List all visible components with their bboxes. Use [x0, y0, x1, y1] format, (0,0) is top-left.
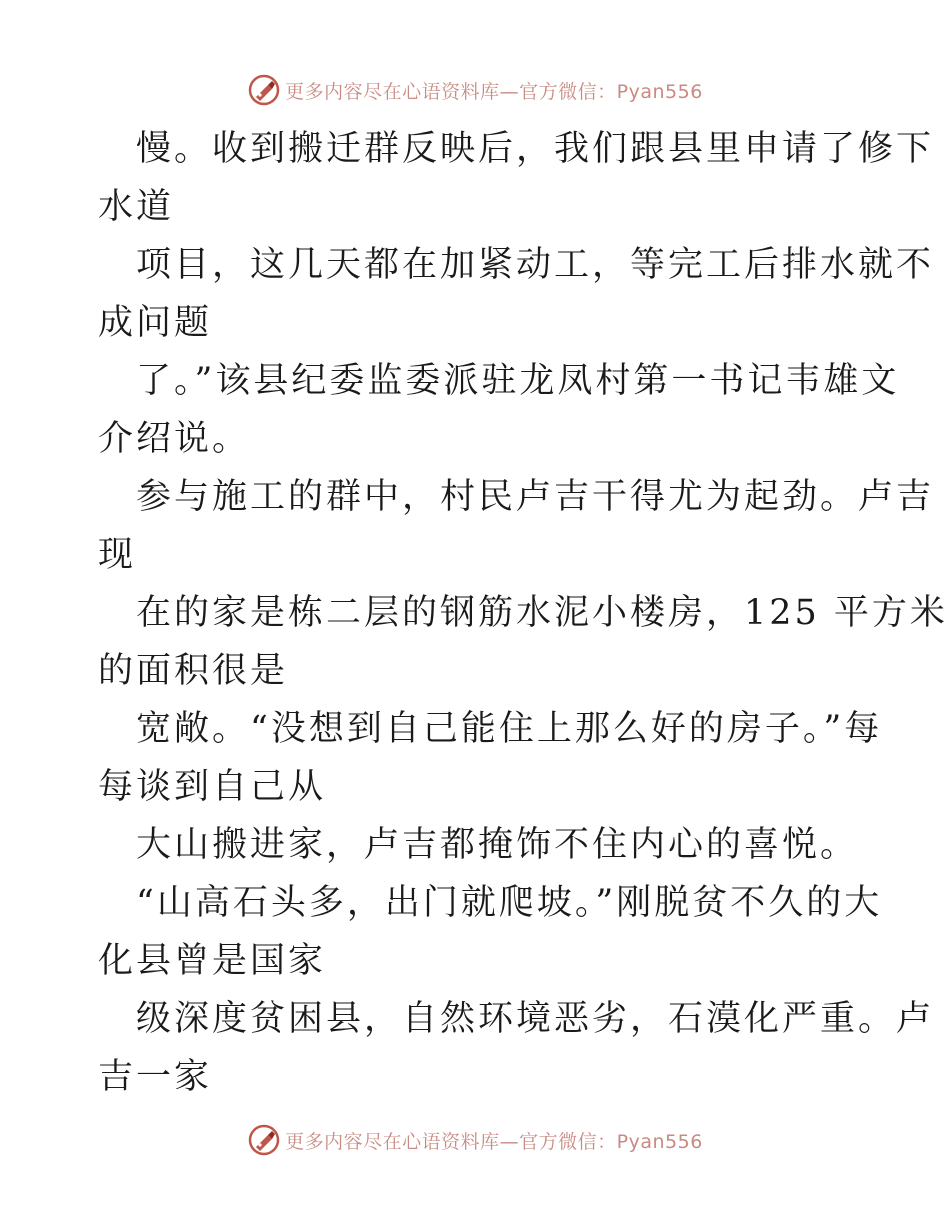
text-line: “山高石头多，出门就爬坡。”刚脱贫不久的大 — [136, 883, 883, 923]
text-line: 大山搬进家，卢吉都掩饰不住内心的喜悦。 — [136, 825, 859, 865]
text-line: 现 — [98, 535, 137, 575]
pen-nib-seal-icon — [247, 73, 281, 107]
text-line: 慢。收到搬迁群反映后，我们跟县里申请了修下 — [136, 129, 935, 169]
text-line: 成问题 — [98, 303, 213, 343]
text-line: 介绍说。 — [98, 419, 251, 459]
text-line: 水道 — [98, 187, 175, 227]
text-line: 宽敞。“没想到自己能住上那么好的房子。”每 — [136, 709, 883, 749]
watermark-footer — [0, 1120, 950, 1160]
text-line: 项目，这几天都在加紧动工，等完工后排水就不 — [136, 245, 935, 285]
text-line: 了。”该县纪委监委派驻龙凤村第一书记韦雄文 — [136, 361, 900, 401]
text-line: 在的家是栋二层的钢筋水泥小楼房，125 平方米 — [136, 593, 948, 633]
text-line: 的面积很是 — [98, 651, 289, 691]
text-line: 吉一家 — [98, 1057, 213, 1097]
watermark-text: 更多内容尽在心语资料库—官方微信：Pyan556 — [285, 1130, 703, 1153]
watermark-header — [0, 70, 950, 110]
watermark-text: 更多内容尽在心语资料库—官方微信：Pyan556 — [285, 80, 703, 103]
document-body — [98, 120, 948, 1106]
text-line: 级深度贫困县，自然环境恶劣，石漠化严重。卢 — [136, 999, 935, 1039]
pen-nib-seal-icon — [247, 1123, 281, 1157]
text-line: 化县曾是国家 — [98, 941, 327, 981]
text-line: 每谈到自己从 — [98, 767, 327, 807]
text-line: 参与施工的群中，村民卢吉干得尤为起劲。卢吉 — [136, 477, 935, 517]
